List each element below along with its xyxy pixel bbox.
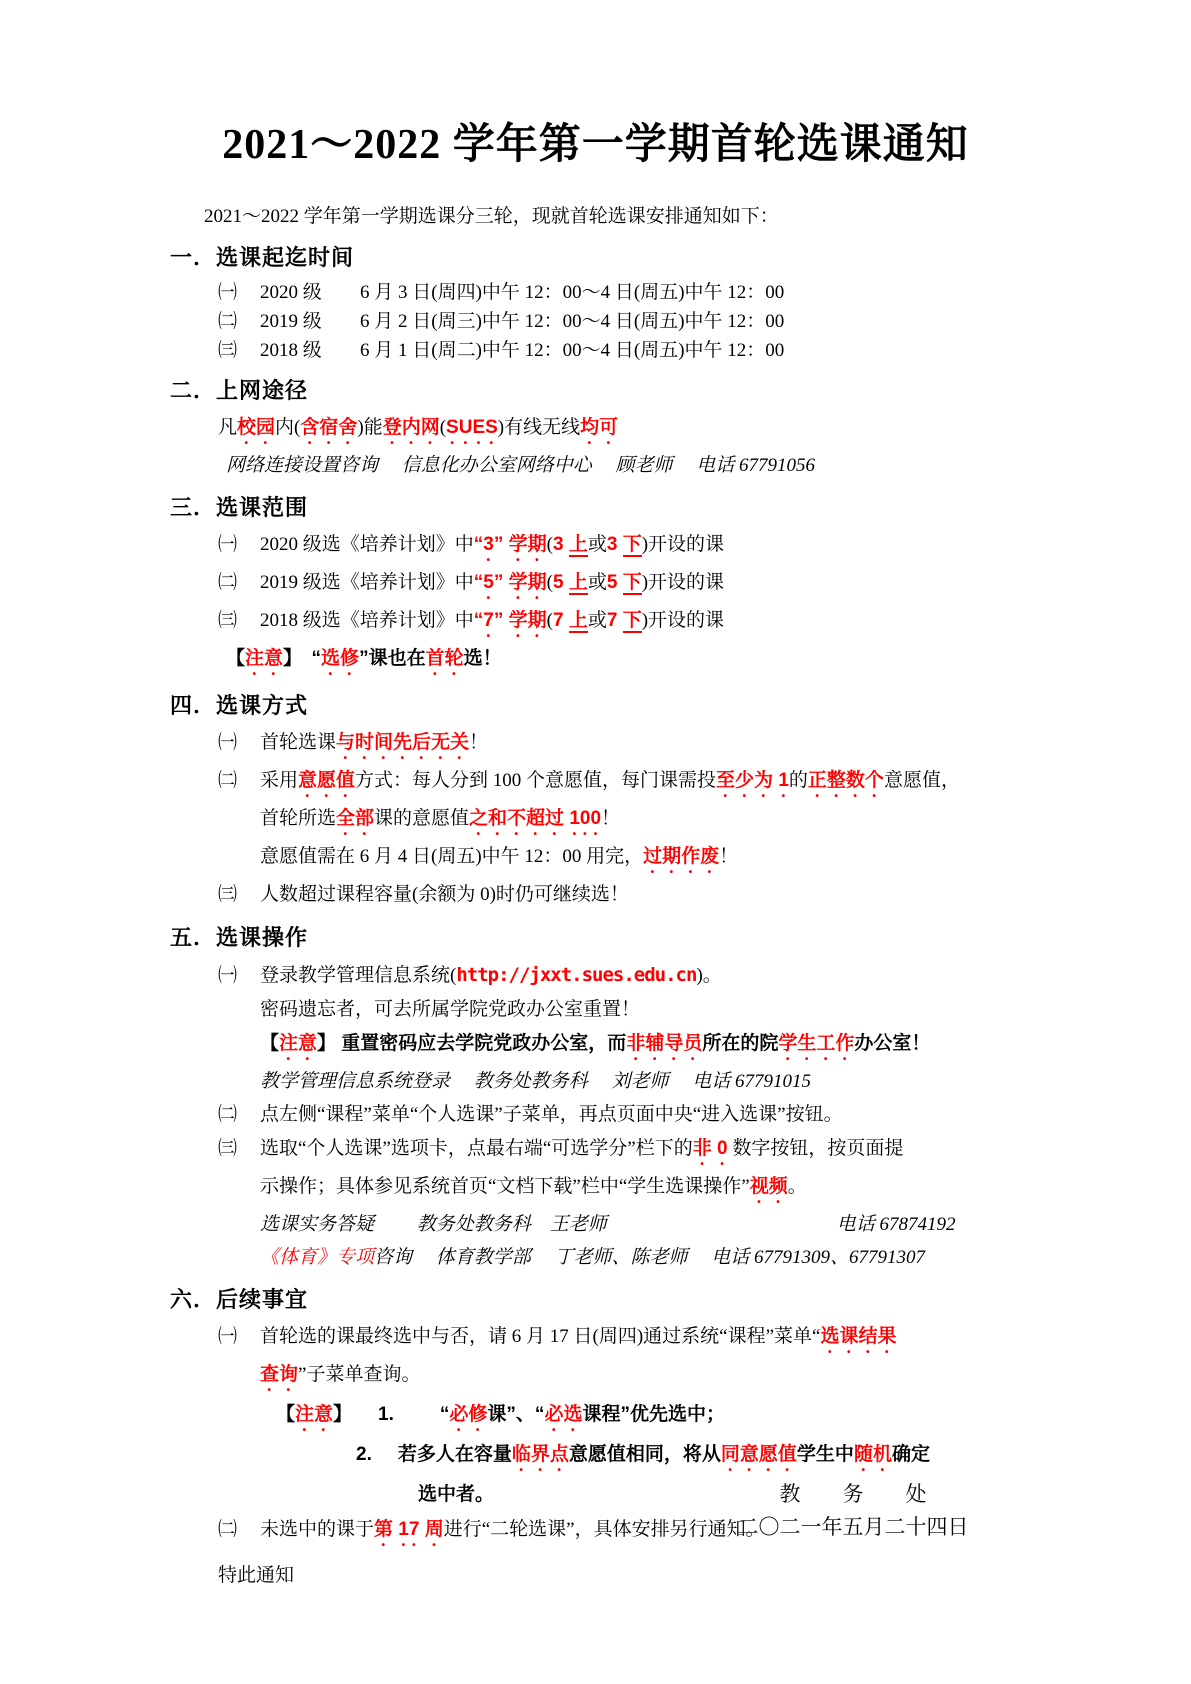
s6-note-2-l2-seg-0: 选中者。 [418, 1484, 495, 1505]
s5-item-1-l2 [260, 993, 1041, 1027]
s5-contact-1 [260, 1065, 1041, 1098]
s4-item-2-l1-seg-6: 正整数个 [807, 770, 884, 791]
s4-item-2-l1 [218, 764, 1041, 802]
s5-item-1-l1-seg-3: )。 [696, 965, 722, 986]
s4-item-2-l2-seg-2: 课的意愿值 [374, 808, 470, 829]
s4-item-2-l2 [260, 802, 1041, 840]
s5-note-seg-6: 办公室！ [854, 1033, 931, 1054]
closing-seg-0: 特此通知 [218, 1565, 295, 1586]
s4-item-1-seg-2: 与时间先后无关 [336, 732, 470, 753]
s1-row-2018-seg-0: ㈢ [218, 340, 238, 361]
s3-note-seg-6: 选！ [463, 648, 502, 669]
s3-item-2020-seg-7: 3 [606, 534, 623, 555]
s6-note-2-l1-seg-0: 2. [356, 1444, 372, 1465]
heading-6 [170, 1284, 1041, 1316]
s3-item-2020-seg-5: 上 [568, 534, 588, 555]
s1-row-2019-seg-0: ㈡ [218, 311, 238, 332]
s3-item-2019-seg-8: 下 [622, 572, 642, 593]
s5-contact-2-seg-2: 电话 67874192 [836, 1214, 956, 1235]
s5-item-3-l2-seg-0: 示操作；具体参见系统首页“文档下载”栏中“学生选课操作” [260, 1176, 750, 1197]
heading-5-seg-0: 五．选课操作 [170, 925, 309, 950]
s3-item-2019 [218, 566, 1041, 604]
s3-item-2020-seg-9: )开设的课 [641, 534, 725, 555]
s2-contact-seg-0: 网络连接设置咨询 信息化办公室网络中心 顾老师 电话 67791056 [226, 455, 816, 476]
s1-row-2018 [218, 336, 1041, 365]
s4-item-1-seg-0: ㈠ [218, 732, 238, 753]
s2-access [218, 411, 1041, 449]
s3-item-2019-seg-4: 5 [552, 572, 569, 593]
intro-seg-0: 2021～2022 学年第一学期选课分三轮，现就首轮选课安排通知如下： [204, 206, 779, 227]
s5-contact-3-seg-0: 《体育》 [260, 1247, 337, 1268]
s4-item-2-l1-seg-1: 采用 [260, 770, 299, 791]
heading-1 [170, 242, 1041, 274]
s6-note-2-l1-seg-7: 随机 [853, 1444, 892, 1465]
s6-note-1-seg-7: 必修 [449, 1404, 488, 1425]
s2-access-seg-4: )能 [357, 417, 383, 438]
s4-item-2-l1-seg-2: 意愿值 [298, 770, 356, 791]
s3-item-2019-seg-0: ㈡ [218, 572, 238, 593]
intro [204, 202, 1041, 232]
s5-contact-3-seg-1: 专项 [336, 1247, 375, 1268]
s4-item-2-l2-seg-3: 之和不超过 100 [469, 808, 602, 829]
s6-item-1-l2-seg-0: 查询 [260, 1364, 299, 1385]
s5-item-1-l1-seg-1: 登录教学管理信息系统( [260, 965, 457, 986]
s3-item-2018-seg-2: “7” 学期 [473, 610, 547, 631]
s4-item-2-l3 [260, 840, 1041, 878]
s5-item-1-l1 [218, 958, 1041, 993]
s5-note-seg-5: 学生工作 [778, 1033, 855, 1054]
s3-item-2020-seg-4: 3 [552, 534, 569, 555]
s6-note-1-seg-1: 注意 [295, 1404, 334, 1425]
s2-access-seg-1: 校园 [237, 417, 276, 438]
document-body [170, 118, 1041, 1593]
s3-item-2020 [218, 528, 1041, 566]
s3-item-2018-seg-3: ( [546, 610, 553, 631]
s5-contact-2 [260, 1208, 1041, 1241]
s3-item-2019-seg-5: 上 [568, 572, 588, 593]
s3-item-2018-seg-1: 2018 级选《培养计划》中 [260, 610, 474, 631]
s3-item-2020-seg-1: 2020 级选《培养计划》中 [260, 534, 474, 555]
s6-note-1-seg-4: 1. [378, 1404, 394, 1425]
s3-note-seg-0: 【 [226, 648, 246, 669]
heading-5 [170, 922, 1041, 954]
s3-item-2018-seg-8: 下 [622, 610, 642, 631]
s4-item-2-l2-seg-4: ！ [601, 808, 621, 829]
s4-item-2-l3-seg-0: 意愿值需在 6 月 4 日(周五)中午 12：00 用完， [260, 846, 644, 867]
s3-item-2018-seg-7: 7 [606, 610, 623, 631]
s3-item-2019-seg-7: 5 [606, 572, 623, 593]
s5-item-3-l1-seg-3: 数字按钮，按页面提 [727, 1138, 904, 1159]
s4-item-1 [218, 726, 1041, 764]
s3-item-2020-seg-0: ㈠ [218, 534, 238, 555]
s4-item-3-seg-1: 人数超过课程容量(余额为 0)时仍可继续选！ [260, 884, 629, 905]
s3-item-2019-seg-1: 2019 级选《培养计划》中 [260, 572, 474, 593]
heading-3-seg-0: 三．选课范围 [170, 495, 309, 520]
s5-note-seg-4: 所在的院 [702, 1033, 779, 1054]
s4-item-1-seg-1: 首轮选课 [260, 732, 337, 753]
s6-note-2-l1 [356, 1436, 1041, 1476]
s3-note-seg-1: 注意 [245, 648, 284, 669]
s1-row-2020-seg-0: ㈠ [218, 282, 238, 303]
s6-item-1-l1 [218, 1320, 1041, 1358]
heading-4 [170, 690, 1041, 722]
s6-note-2-l1-seg-2: 若多人在容量 [397, 1444, 512, 1465]
s1-row-2018-seg-1: 2018 级 [260, 340, 322, 361]
s6-item-1-l1-seg-1: 首轮选的课最终选中与否，请 6 月 17 日(周四)通过系统“课程”菜单“ [260, 1326, 821, 1347]
s4-item-2-l2-seg-0: 首轮所选 [260, 808, 337, 829]
s6-note-2-l1-seg-8: 确定 [891, 1444, 930, 1465]
s3-note-seg-2: 】 “ [283, 648, 322, 669]
s6-note-1-seg-9: 必选 [544, 1404, 583, 1425]
s4-item-1-seg-3: ！ [469, 732, 489, 753]
s1-row-2019 [218, 307, 1041, 336]
s3-item-2018-seg-6: 或 [587, 610, 607, 631]
s4-item-2-l3-seg-1: 过期作废 [643, 846, 720, 867]
s3-item-2019-seg-6: 或 [587, 572, 607, 593]
s3-item-2020-seg-2: “3” 学期 [473, 534, 547, 555]
s3-note-seg-5: 首轮 [425, 648, 464, 669]
s3-note-seg-4: ”课也在 [359, 648, 426, 669]
s4-item-2-l2-seg-1: 全部 [336, 808, 375, 829]
s1-row-2020-seg-2: 6 月 3 日(周四)中午 12：00～4 日(周五)中午 12：00 [360, 282, 785, 303]
s3-item-2019-seg-3: ( [546, 572, 553, 593]
closing [218, 1559, 1041, 1593]
s6-note-2-l1-seg-5: 同意愿值 [720, 1444, 797, 1465]
s5-item-3-l1-seg-1: 选取“个人选课”选项卡，点最右端“可选学分”栏下的 [260, 1138, 693, 1159]
s6-item-1-l1-seg-2: 选课结果 [820, 1326, 897, 1347]
s5-item-3-l1 [218, 1132, 1041, 1170]
heading-1-seg-0: 一．选课起迄时间 [170, 245, 355, 270]
s3-item-2020-seg-8: 下 [622, 534, 642, 555]
s3-item-2018-seg-5: 上 [568, 610, 588, 631]
s5-note-seg-2: 】 重置密码应去学院党政办公室，而 [317, 1033, 627, 1054]
s4-item-2-l1-seg-7: 意愿值， [883, 770, 960, 791]
s5-item-2-seg-1: 点左侧“课程”菜单“个人选课”子菜单，再点页面中央“进入选课”按钮。 [260, 1104, 843, 1125]
s4-item-2-l1-seg-3: 方式：每人分到 100 个意愿值，每门课需投 [355, 770, 717, 791]
s5-note-seg-0: 【 [260, 1033, 280, 1054]
s2-access-seg-2: 内( [275, 417, 301, 438]
s5-note-seg-1: 注意 [279, 1033, 318, 1054]
s2-contact [226, 449, 1041, 482]
s3-note-seg-3: 选修 [321, 648, 360, 669]
s1-row-2020 [218, 278, 1041, 307]
s5-item-3-l2-seg-2: 。 [787, 1176, 807, 1197]
s3-item-2018 [218, 604, 1041, 642]
s2-access-seg-8: )有线无线 [497, 417, 581, 438]
s2-access-seg-9: 均可 [580, 417, 619, 438]
s5-item-2 [218, 1098, 1041, 1132]
s6-item-2-seg-3: 进行“二轮选课”，具体安排另行通知。 [443, 1519, 765, 1540]
s5-contact-3 [260, 1241, 1041, 1274]
s5-item-1-l1-seg-2-link-text: http://jxxt.sues.edu.cn [456, 964, 697, 986]
s5-item-1-l2-seg-0: 密码遗忘者，可去所属学院党政办公室重置！ [260, 999, 641, 1020]
s5-item-2-seg-0: ㈡ [218, 1104, 238, 1125]
s4-item-2-l3-seg-2: ！ [719, 846, 739, 867]
s3-item-2020-seg-6: 或 [587, 534, 607, 555]
s5-contact-2-seg-0: 选课实务答疑 教务处教务科 王老师 [260, 1214, 607, 1235]
s3-item-2018-seg-4: 7 [552, 610, 569, 631]
s3-item-2019-seg-2: “5” 学期 [473, 572, 547, 593]
s3-item-2019-seg-9: )开设的课 [641, 572, 725, 593]
s6-note-1-seg-8: 课”、“ [487, 1404, 545, 1425]
s5-item-1-l1-seg-0: ㈠ [218, 965, 238, 986]
s2-access-seg-0: 凡 [218, 417, 238, 438]
s6-item-2-seg-1: 未选中的课于 [260, 1519, 375, 1540]
s5-item-3-l2 [260, 1170, 1041, 1208]
footer-date [731, 1511, 975, 1544]
heading-2 [170, 375, 1041, 407]
s3-note [226, 642, 1041, 680]
s6-item-1-l1-seg-0: ㈠ [218, 1326, 238, 1347]
s6-item-1-l2-seg-1: ”子菜单查询。 [298, 1364, 421, 1385]
s3-item-2020-seg-3: ( [546, 534, 553, 555]
s6-note-1-seg-0: 【 [276, 1404, 296, 1425]
s2-access-seg-5: 登内网 [382, 417, 440, 438]
footer-date-seg-0: 二〇二一年五月二十四日 [737, 1515, 969, 1539]
s6-item-2-seg-2: 第 17 周 [374, 1519, 444, 1540]
s1-row-2019-seg-2: 6 月 2 日(周三)中午 12：00～4 日(周五)中午 12：00 [360, 311, 785, 332]
heading-4-seg-0: 四．选课方式 [170, 693, 309, 718]
s2-access-seg-3: 含宿舍 [300, 417, 358, 438]
s5-item-3-l1-seg-2: 非 0 [692, 1138, 728, 1159]
s6-note-1 [276, 1396, 1041, 1436]
s2-access-seg-6: ( [439, 417, 447, 438]
s3-item-2018-seg-0: ㈢ [218, 610, 238, 631]
heading-2-seg-0: 二．上网途径 [170, 378, 309, 403]
s6-item-2-seg-0: ㈡ [218, 1519, 238, 1540]
s6-note-2-l1-seg-6: 学生中 [796, 1444, 854, 1465]
s6-note-2-l1-seg-3: 临界点 [511, 1444, 569, 1465]
s4-item-2-l1-seg-0: ㈡ [218, 770, 238, 791]
s6-item-1-l2 [260, 1358, 1041, 1396]
doc-title [150, 118, 1041, 172]
s6-note-1-seg-6: “ [439, 1404, 450, 1425]
footer-dept-seg-0: 教 务 处 [779, 1482, 927, 1506]
s5-item-3-l1-seg-0: ㈢ [218, 1138, 238, 1159]
s3-item-2018-seg-9: )开设的课 [641, 610, 725, 631]
s5-note-seg-3: 非辅导员 [626, 1033, 703, 1054]
s1-row-2019-seg-1: 2019 级 [260, 311, 322, 332]
s4-item-3-seg-0: ㈢ [218, 884, 238, 905]
s5-contact-1-seg-0: 教学管理信息系统登录 教务处教务科 刘老师 电话 67791015 [260, 1071, 812, 1092]
s5-item-3-l2-seg-1: 视频 [749, 1176, 788, 1197]
s1-row-2020-seg-1: 2020 级 [260, 282, 322, 303]
s5-note [260, 1027, 1041, 1065]
s6-note-1-seg-2: 】 [333, 1404, 353, 1425]
s6-note-1-seg-10: 课程”优先选中； [582, 1404, 725, 1425]
s5-contact-3-seg-2: 咨询 体育教学部 丁老师、陈老师 电话 67791309、67791307 [374, 1247, 926, 1268]
s6-note-2-l1-seg-4: 意愿值相同，将从 [568, 1444, 721, 1465]
s1-row-2018-seg-2: 6 月 1 日(周二)中午 12：00～4 日(周五)中午 12：00 [360, 340, 785, 361]
heading-3 [170, 492, 1041, 524]
s4-item-3 [218, 878, 1041, 912]
s2-access-seg-7: SUES [446, 417, 498, 438]
heading-6-seg-0: 六．后续事宜 [170, 1287, 309, 1312]
s4-item-2-l1-seg-4: 至少为 1 [716, 770, 789, 791]
s4-item-2-l1-seg-5: 的 [788, 770, 808, 791]
doc-title-seg-0: 2021～2022 学年第一学期首轮选课通知 [222, 122, 969, 168]
footer-dept [731, 1478, 975, 1511]
